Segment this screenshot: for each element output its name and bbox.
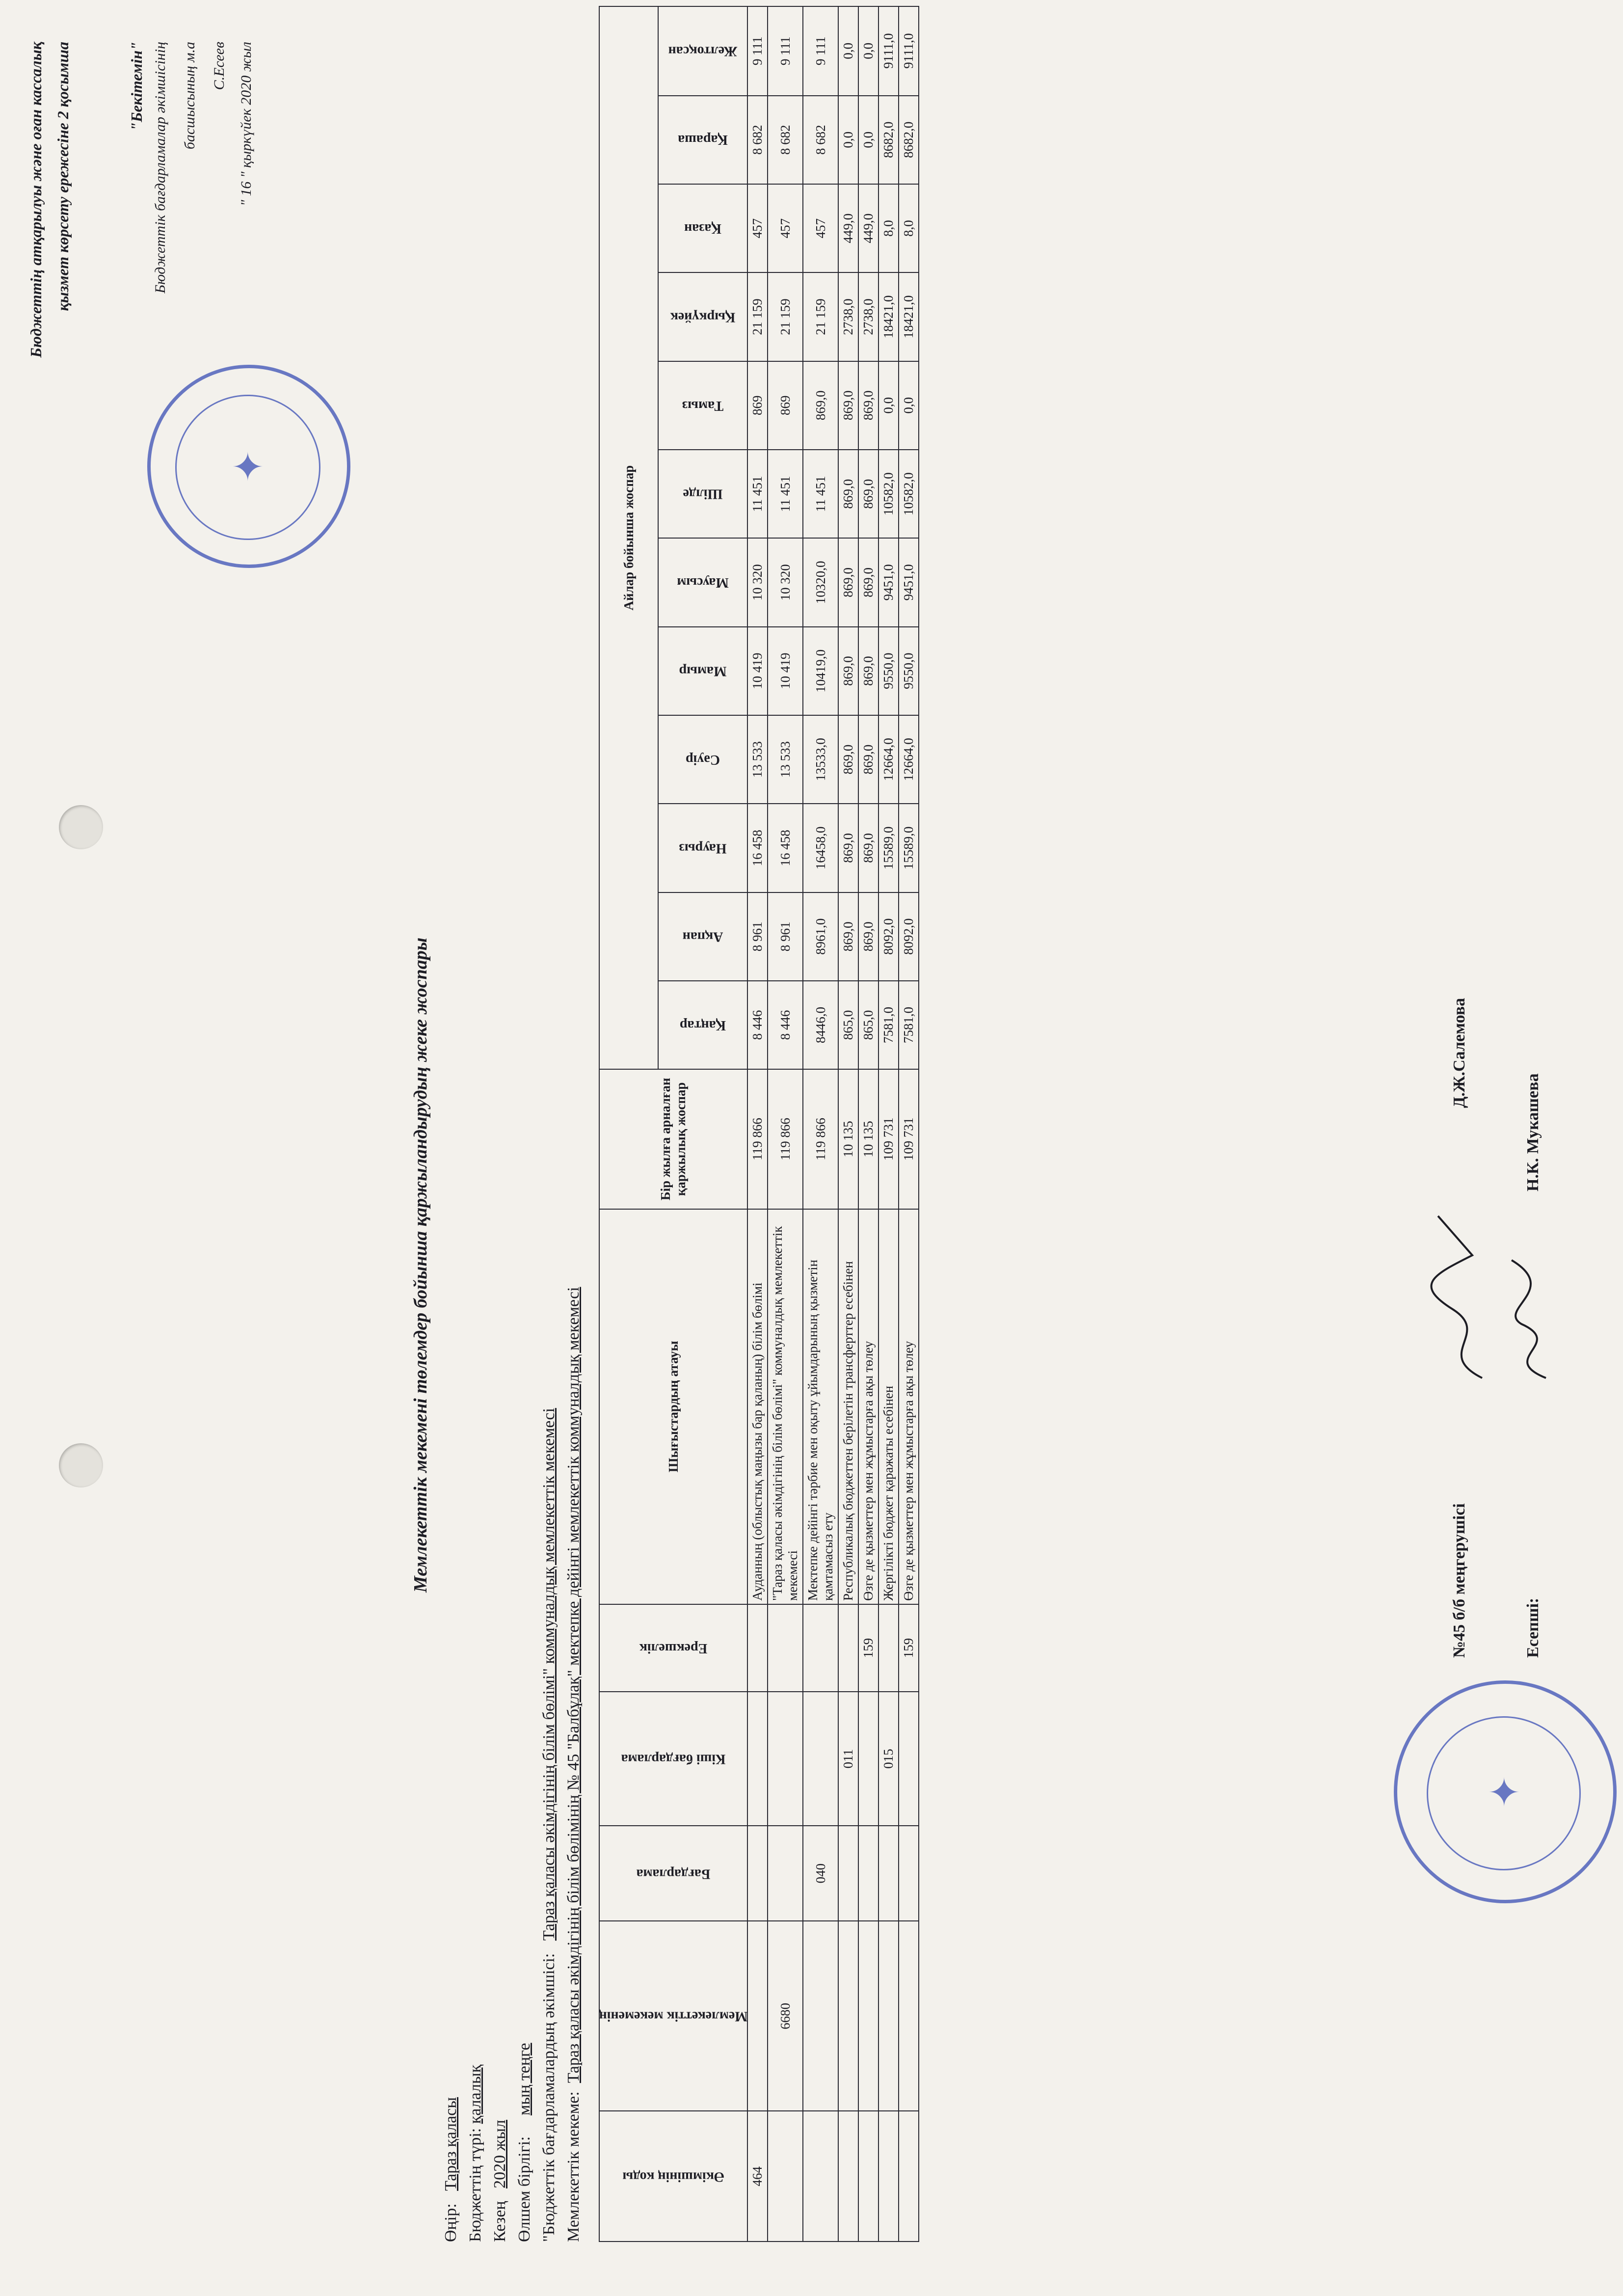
code-cell: 011 (838, 1692, 858, 1826)
month-value-cell: 16 458 (747, 804, 768, 892)
code-cell (899, 1826, 919, 1921)
month-value-cell: 13533,0 (803, 715, 838, 804)
month-value-cell: 869,0 (858, 627, 878, 715)
code-cell: 464 (747, 2111, 768, 2242)
month-value-cell: 0,0 (858, 96, 878, 184)
header-month: Желтоқсан (658, 6, 747, 96)
month-value-cell: 9451,0 (878, 538, 899, 626)
code-cell (803, 2111, 838, 2242)
accountant-label: Есепші: (1524, 1597, 1542, 1658)
month-value-cell: 8,0 (899, 184, 919, 272)
month-value-cell: 869,0 (838, 361, 858, 450)
month-value-cell: 2738,0 (838, 272, 858, 361)
month-value-cell: 8 446 (747, 981, 768, 1069)
code-cell (858, 1921, 878, 2111)
month-value-cell: 10 320 (747, 538, 768, 626)
month-value-cell: 0,0 (899, 361, 919, 450)
code-cell (803, 1604, 838, 1692)
month-value-cell: 21 159 (768, 272, 803, 361)
meta-admin: "Бюджеттік бағдарламалардың әкімшісі: Тараз қаласы әкімдігінің білім бөлімі" коммуналдық мемлекеттік мекемесі (540, 1408, 558, 2242)
month-value-cell: 12664,0 (899, 715, 919, 804)
code-cell (747, 1604, 768, 1692)
month-value-cell: 8,0 (878, 184, 899, 272)
month-value-cell: 8682,0 (878, 96, 899, 184)
head-name: Д.Ж.Салемова (1450, 998, 1468, 1108)
code-cell (747, 1692, 768, 1826)
signature-icon (1423, 1206, 1497, 1383)
month-value-cell: 869 (768, 361, 803, 450)
code-cell (838, 1826, 858, 1921)
header-month: Қараша (658, 96, 747, 184)
month-value-cell: 457 (768, 184, 803, 272)
code-cell: 015 (878, 1692, 899, 1826)
month-value-cell: 869,0 (858, 538, 878, 626)
code-cell (858, 1826, 878, 1921)
code-cell: 6680 (768, 1921, 803, 2111)
annual-plan-cell: 109 731 (899, 1069, 919, 1209)
month-value-cell: 449,0 (838, 184, 858, 272)
month-value-cell: 11 451 (803, 450, 838, 538)
approval-date: " 16 " қыркүйек 2020 жыл (238, 42, 254, 206)
header-annual-plan: Бір жылға арналған қаржылық жоспар (599, 1069, 747, 1209)
month-value-cell: 869,0 (858, 892, 878, 981)
expense-name-cell: Ауданның (облыстық маңызы бар қаланың) білім бөлімі (747, 1209, 768, 1604)
annual-plan-cell: 109 731 (878, 1069, 899, 1209)
table-row (803, 6, 838, 2242)
code-cell (747, 1921, 768, 2111)
month-value-cell: 869,0 (858, 804, 878, 892)
code-cell (878, 1921, 899, 2111)
month-value-cell: 457 (803, 184, 838, 272)
code-cell (838, 2111, 858, 2242)
header-monthly-plan: Айлар бойынша жоспар (599, 6, 658, 1069)
month-value-cell: 449,0 (858, 184, 878, 272)
month-value-cell: 9451,0 (899, 538, 919, 626)
month-value-cell: 10419,0 (803, 627, 838, 715)
header-admin-code: Әкімшінің коды (599, 2111, 747, 2242)
code-cell (768, 1826, 803, 1921)
month-value-cell: 865,0 (858, 981, 878, 1069)
month-value-cell: 8 961 (747, 892, 768, 981)
signature-icon (1492, 1250, 1566, 1388)
code-cell (768, 1692, 803, 1826)
stamp-icon: ✦ (147, 365, 350, 568)
code-cell (803, 1921, 838, 2111)
annual-plan-cell: 119 866 (747, 1069, 768, 1209)
month-value-cell: 13 533 (768, 715, 803, 804)
approval-signer: С.Есеев (211, 42, 227, 90)
table-row (747, 6, 768, 2242)
month-value-cell: 8 682 (768, 96, 803, 184)
annual-plan-cell: 10 135 (838, 1069, 858, 1209)
code-cell: 040 (803, 1826, 838, 1921)
table-row (768, 6, 803, 2242)
month-value-cell: 9111,0 (899, 6, 919, 96)
header-month: Тамыз (658, 361, 747, 450)
month-value-cell: 0,0 (838, 6, 858, 96)
table-row (899, 6, 919, 2242)
header-subprogram: Кіші бағдарлама (599, 1692, 747, 1826)
meta-region: Өңір: Тараз қаласы (442, 2097, 460, 2242)
month-value-cell: 8961,0 (803, 892, 838, 981)
code-cell (899, 1921, 919, 2111)
table-row (838, 6, 858, 2242)
accountant-name: Н.К. Мукашева (1524, 1073, 1542, 1191)
month-value-cell: 7581,0 (878, 981, 899, 1069)
annual-plan-cell: 10 135 (858, 1069, 878, 1209)
month-value-cell: 8092,0 (878, 892, 899, 981)
annual-plan-cell: 119 866 (803, 1069, 838, 1209)
code-cell (878, 1604, 899, 1692)
header-expense-name: Шығыстардың атауы (599, 1209, 747, 1604)
header-month: Қаңтар (658, 981, 747, 1069)
month-value-cell: 9 111 (803, 6, 838, 96)
expense-name-cell: Жергілікті бюджет қаражаты есебінен (878, 1209, 899, 1604)
table-row (858, 6, 878, 2242)
code-cell: 159 (899, 1604, 919, 1692)
approval-org2: басшысының м.а (182, 42, 198, 150)
meta-period: Кезең 2020 жыл (491, 2120, 509, 2242)
month-value-cell: 0,0 (838, 96, 858, 184)
month-value-cell: 869,0 (838, 627, 858, 715)
expense-name-cell: Өзге де қызметтер мен жұмыстарға ақы төлеу (858, 1209, 878, 1604)
month-value-cell: 869,0 (803, 361, 838, 450)
stamp-icon: ✦ (1394, 1680, 1617, 1903)
month-value-cell: 869 (747, 361, 768, 450)
month-value-cell: 21 159 (803, 272, 838, 361)
month-value-cell: 8 682 (747, 96, 768, 184)
month-value-cell: 10582,0 (878, 450, 899, 538)
month-value-cell: 869,0 (858, 450, 878, 538)
code-cell (747, 1826, 768, 1921)
code-cell (899, 2111, 919, 2242)
month-value-cell: 865,0 (838, 981, 858, 1069)
code-cell (858, 2111, 878, 2242)
month-value-cell: 8 682 (803, 96, 838, 184)
meta-institution: Мемлекеттік мекеме: Тараз қаласы әкімдігінің білім бөлімінің № 45 "Балбұлақ" мектепке дейінгі мемлекеттік коммуналдық мекемесі (564, 1287, 583, 2242)
header-month: Шілде (658, 450, 747, 538)
month-value-cell: 457 (747, 184, 768, 272)
code-cell (768, 2111, 803, 2242)
code-cell (803, 1692, 838, 1826)
month-value-cell: 869,0 (858, 361, 878, 450)
code-cell (858, 1692, 878, 1826)
month-value-cell: 869,0 (858, 715, 878, 804)
month-value-cell: 10 419 (768, 627, 803, 715)
header-specifics: Ерекшелік (599, 1604, 747, 1692)
header-month: Мамыр (658, 627, 747, 715)
month-value-cell: 8092,0 (899, 892, 919, 981)
code-cell (768, 1604, 803, 1692)
month-value-cell: 8446,0 (803, 981, 838, 1069)
header-month: Қыркүйек (658, 272, 747, 361)
month-value-cell: 869,0 (838, 804, 858, 892)
month-value-cell: 869,0 (838, 715, 858, 804)
month-value-cell: 0,0 (878, 361, 899, 450)
header-month: Ақпан (658, 892, 747, 981)
code-cell: 159 (858, 1604, 878, 1692)
month-value-cell: 15589,0 (899, 804, 919, 892)
month-value-cell: 9 111 (747, 6, 768, 96)
month-value-cell: 10320,0 (803, 538, 838, 626)
month-value-cell: 0,0 (858, 6, 878, 96)
annual-plan-cell: 119 866 (768, 1069, 803, 1209)
month-value-cell: 12664,0 (878, 715, 899, 804)
month-value-cell: 869,0 (838, 538, 858, 626)
approval-line1: Бюджеттің атқарылуы және оған кассалық (27, 42, 45, 358)
header-month: Маусым (658, 538, 747, 626)
financing-plan-table (599, 6, 919, 2242)
month-value-cell: 10 320 (768, 538, 803, 626)
approval-line2: қызмет көрсету ережесіне 2 қосымша (54, 42, 72, 311)
month-value-cell: 11 451 (747, 450, 768, 538)
head-label: №45 б/б меңгерушісі (1450, 1503, 1468, 1658)
code-cell (838, 1921, 858, 2111)
approval-approved: "Бекітемін" (128, 42, 145, 131)
month-value-cell: 18421,0 (878, 272, 899, 361)
code-cell (838, 1604, 858, 1692)
page-title: Мемлекеттік мекемені төлемдер бойынша қаржыландырудың жеке жоспары (410, 937, 431, 1593)
month-value-cell: 8682,0 (899, 96, 919, 184)
meta-unit: Өлшем бірлігі: мың теңге (515, 2043, 533, 2242)
month-value-cell: 16458,0 (803, 804, 838, 892)
expense-name-cell: Республикалық бюджеттен берілетін трансферттер есебінен (838, 1209, 858, 1604)
header-institution-code: Мемлекеттік мекеменің (599, 1921, 747, 2111)
month-value-cell: 13 533 (747, 715, 768, 804)
month-value-cell: 15589,0 (878, 804, 899, 892)
month-value-cell: 10582,0 (899, 450, 919, 538)
month-value-cell: 18421,0 (899, 272, 919, 361)
header-program: Бағдарлама (599, 1826, 747, 1921)
expense-name-cell: Мектепке дейінгі тәрбие мен оқыту ұйымдарының қызметін қамтамасыз ету (803, 1209, 838, 1604)
month-value-cell: 7581,0 (899, 981, 919, 1069)
month-value-cell: 2738,0 (858, 272, 878, 361)
month-value-cell: 9550,0 (899, 627, 919, 715)
code-cell (878, 2111, 899, 2242)
table-row (878, 6, 899, 2242)
month-value-cell: 9111,0 (878, 6, 899, 96)
month-value-cell: 869,0 (838, 450, 858, 538)
month-value-cell: 869,0 (838, 892, 858, 981)
month-value-cell: 11 451 (768, 450, 803, 538)
month-value-cell: 8 446 (768, 981, 803, 1069)
month-value-cell: 21 159 (747, 272, 768, 361)
month-value-cell: 9550,0 (878, 627, 899, 715)
header-month: Қазан (658, 184, 747, 272)
meta-budget-type: Бюджеттің түрі: қалалық (466, 2064, 484, 2242)
month-value-cell: 9 111 (768, 6, 803, 96)
code-cell (899, 1692, 919, 1826)
month-value-cell: 8 961 (768, 892, 803, 981)
expense-name-cell: "Тараз қаласы әкімдігінің білім бөлімі" коммуналдық мемлекеттік мекемесі (768, 1209, 803, 1604)
approval-org1: Бюджеттік бағдарламалар әкімшісінің (152, 42, 168, 294)
code-cell (878, 1826, 899, 1921)
header-month: Наурыз (658, 804, 747, 892)
month-value-cell: 10 419 (747, 627, 768, 715)
expense-name-cell: Өзге де қызметтер мен жұмыстарға ақы төлеу (899, 1209, 919, 1604)
header-month: Сәуір (658, 715, 747, 804)
month-value-cell: 16 458 (768, 804, 803, 892)
